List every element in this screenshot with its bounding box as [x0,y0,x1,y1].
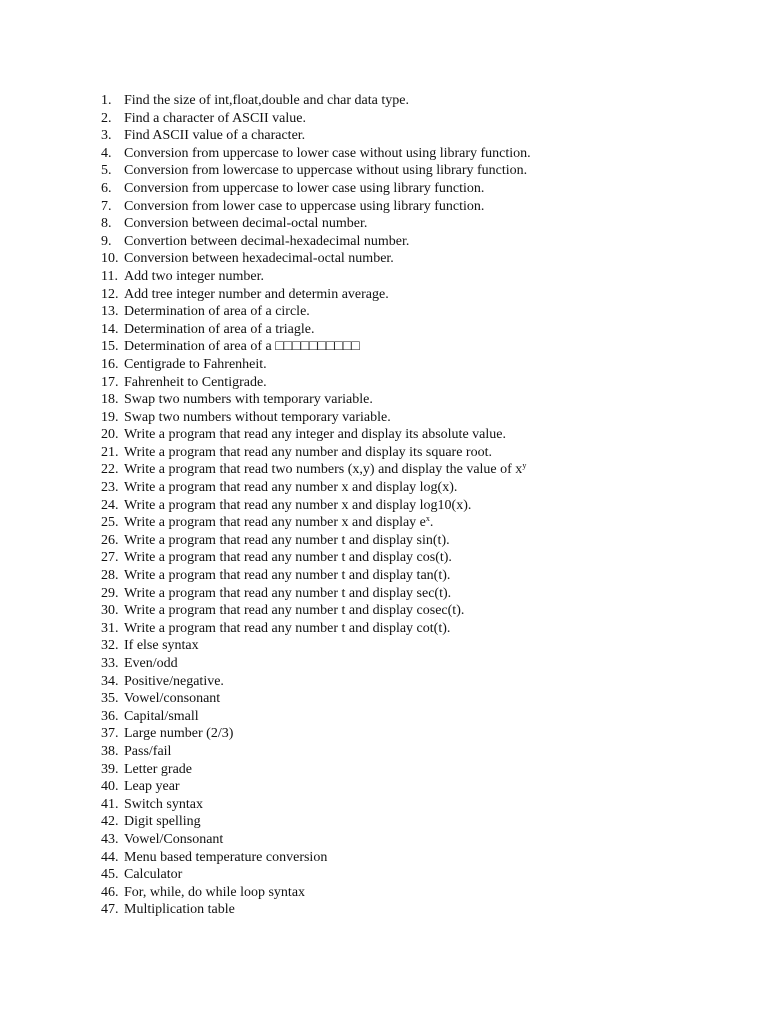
list-item [101,673,741,691]
list-item-text [124,162,527,180]
list-item [101,356,741,374]
list-item [101,409,741,427]
list-item-text [124,250,394,268]
list-item-number: 17. [101,374,119,390]
list-item [101,708,741,726]
list-item-text-main: Write a program that read any number t and display cosec(t). [124,603,465,619]
list-item [101,127,741,145]
list-item-number: 15. [101,339,119,355]
list-item-text [124,901,235,919]
list-item-text-main: Find ASCII value of a character. [124,128,306,144]
list-item [101,374,741,392]
list-item-text [124,884,305,902]
list-item [101,162,741,180]
list-item [101,233,741,251]
list-item-text [124,356,267,374]
list-item [101,321,741,339]
list-item-text [124,92,409,110]
list-item-text [124,532,450,550]
list-item-number: 26. [101,532,119,548]
list-item-number: 27. [101,550,119,566]
list-item-text [124,813,201,831]
list-item-number: 24. [101,497,119,513]
list-item-number: 22. [101,462,119,478]
list-item-text-main: Conversion between decimal-octal number. [124,216,368,232]
list-item-text [124,849,327,867]
list-item-number: 33. [101,656,119,671]
list-item-text [124,831,223,849]
list-item [101,514,741,532]
list-item-number: 43. [101,831,119,847]
list-item [101,866,741,884]
list-item [101,145,741,163]
list-item-text [124,585,451,603]
list-item-text [124,602,464,620]
list-item-number: 41. [101,796,119,812]
list-item-text [124,796,203,814]
list-item-text [124,303,310,321]
list-item-text-main: Digit spelling [124,814,201,830]
list-item [101,532,741,550]
list-item-text [124,761,192,779]
list-item [101,743,741,761]
list-item-text-main: Letter grade [124,761,193,777]
exercise-list [101,92,741,919]
list-item-number: 44. [101,849,119,865]
list-item-text [124,708,199,726]
list-item-text [124,110,306,128]
list-item [101,426,741,444]
list-item-text-main: Large number (2/3) [124,726,234,742]
list-item [101,831,741,849]
list-item [101,479,741,497]
list-item-text-main: Conversion between hexadecimal-octal number. [124,251,394,267]
list-item [101,198,741,216]
list-item-text [124,690,220,708]
list-item-number: 25. [101,515,119,531]
list-item-number: 34. [101,673,119,689]
list-item [101,602,741,620]
list-item-text-main: Capital/small [124,708,199,724]
list-item-number: 9. [101,233,112,249]
list-item-text-main: Switch syntax [124,796,203,812]
list-item-text-main: Add two integer number. [124,268,264,284]
list-item-text-main: Write a program that read any number t and display tan(t). [124,568,451,584]
list-item-number: 7. [101,198,112,214]
list-item-text [124,180,484,198]
list-item-number: 36. [101,708,119,724]
list-item-number: 5. [101,163,112,179]
list-item-text [124,321,314,339]
list-item-text-main: Vowel/consonant [124,691,221,707]
list-item-number: 47. [101,902,119,918]
list-item [101,585,741,603]
list-item-number: 18. [101,392,119,408]
list-item-text-main: Write a program that read two numbers (x,y) and display the value of x [124,462,523,478]
list-item-text-main: Write a program that read any number x and display log10(x). [124,497,472,513]
list-item-number: 20. [101,427,119,443]
list-item-text-main: Add tree integer number and determin average. [124,286,389,302]
list-item-number: 13. [101,304,119,320]
list-item-number: 10. [101,251,119,267]
list-item [101,180,741,198]
list-item [101,637,741,655]
list-item [101,303,741,321]
list-item-text-main: Conversion from lowercase to uppercase without using library function. [124,163,528,179]
list-item [101,549,741,567]
list-item [101,567,741,585]
list-item-text-main: Write a program that read any integer and display its absolute value. [124,427,506,443]
list-item [101,761,741,779]
list-item-text [124,391,373,409]
list-item-text-main: Find the size of int,float,double and char data type. [124,93,409,108]
list-item-text-main: Write a program that read any number x and display log(x). [124,480,458,496]
list-item-text [124,198,484,216]
list-item [101,338,741,356]
list-item-text [124,549,452,567]
list-item-text-main: Write a program that read any number and display its square root. [124,444,492,460]
list-item-text [124,444,492,462]
list-item [101,725,741,743]
list-item [101,884,741,902]
list-item-superscript: y [522,461,527,471]
list-item-text [124,479,457,497]
list-item [101,778,741,796]
list-item [101,391,741,409]
list-item-number: 11. [101,268,118,284]
list-item-number: 19. [101,409,119,425]
list-item-number: 12. [101,286,119,302]
list-item-number: 28. [101,568,119,584]
list-item [101,250,741,268]
list-item-text-main: Swap two numbers with temporary variable. [124,392,373,408]
list-item-text-main: Menu based temperature conversion [124,849,328,865]
list-item-number: 4. [101,145,112,161]
list-item-number: 30. [101,603,119,619]
list-item-text-main: For, while, do while loop syntax [124,884,306,900]
list-item-text-main: Conversion from lower case to uppercase using library function. [124,198,485,214]
list-item-text [124,673,224,691]
list-item-number: 23. [101,480,119,496]
list-item-text [124,514,433,532]
list-item-number: 31. [101,620,119,636]
list-item-number: 29. [101,585,119,601]
list-item-number: 45. [101,867,119,883]
list-item [101,849,741,867]
list-item [101,813,741,831]
list-item-text-main: Write a program that read any number t and display cot(t). [124,620,451,636]
list-item-number: 2. [101,110,112,126]
list-item-text [124,426,506,444]
list-item [101,110,741,128]
list-item-text [124,743,171,761]
list-item-number: 40. [101,779,119,795]
list-item-number: 1. [101,93,112,108]
list-item-text-main: Determination of area of a circle. [124,304,310,320]
list-item-text [124,461,526,479]
list-item [101,620,741,638]
list-item-number: 6. [101,180,112,196]
list-item-text-main: Convertion between decimal-hexadecimal number. [124,233,410,249]
list-item [101,690,741,708]
list-item-text [124,725,233,743]
list-item [101,268,741,286]
list-item-number: 21. [101,444,119,460]
list-item [101,215,741,233]
list-item-text [124,268,264,286]
list-item-text [124,778,180,796]
list-item-text [124,338,360,356]
list-item-text-main: Write a program that read any number x and display e [124,515,426,531]
list-item-text-main: If else syntax [124,638,199,654]
list-item-number: 8. [101,216,112,232]
list-item-text [124,637,199,655]
list-item-text-main: Find a character of ASCII value. [124,110,306,126]
list-item-number: 16. [101,356,119,372]
list-item [101,92,741,110]
list-item [101,286,741,304]
list-item-number: 14. [101,321,119,337]
list-item-text [124,215,367,233]
list-item-text-main: Leap year [124,779,180,795]
list-item [101,444,741,462]
list-item-text [124,145,531,163]
list-item-text-main: Calculator [124,867,183,883]
list-item-text [124,497,471,515]
list-item-text-main: Multiplication table [124,902,235,918]
list-item-number: 38. [101,743,119,759]
list-item [101,796,741,814]
list-item-text-main: Pass/fail [124,743,172,759]
list-item-text [124,409,391,427]
list-item [101,461,741,479]
list-item-text-main: Write a program that read any number t and display sin(t). [124,532,450,548]
list-item [101,901,741,919]
list-item-text [124,233,409,251]
list-item-number: 39. [101,761,119,777]
list-item-number: 3. [101,128,112,144]
list-item-superscript: x [425,514,430,524]
list-item-text [124,655,178,673]
list-item-text-main: Positive/negative. [124,673,224,689]
list-item-number: 46. [101,884,119,900]
list-item-text-main: Conversion from uppercase to lower case without using library function. [124,145,531,161]
list-item-number: 42. [101,814,119,830]
list-item-text-suffix: . [429,515,434,531]
list-item-text-main: Vowel/Consonant [124,831,224,847]
list-item-text-main: Swap two numbers without temporary variable. [124,409,391,425]
list-item-text-main: Determination of area of a triagle. [124,321,315,337]
list-item-text [124,286,389,304]
list-item-number: 37. [101,726,119,742]
list-item [101,497,741,515]
list-item-text-main: Write a program that read any number t and display cos(t). [124,550,452,566]
list-item-text-main: Fahrenheit to Centigrade. [124,374,267,390]
list-item-number: 35. [101,691,119,707]
list-item-text-main: Centigrade to Fahrenheit. [124,356,267,372]
list-item-text [124,866,182,884]
list-item-text [124,374,267,392]
list-item-text-main: Determination of area of a □□□□□□□□□□ [124,339,360,355]
list-item-number: 32. [101,638,119,654]
list-item-text [124,567,450,585]
list-item-text-main: Even/odd [124,656,178,671]
list-item-text [124,127,305,145]
list-item [101,655,741,673]
list-item-text [124,620,450,638]
list-item-text-main: Conversion from uppercase to lower case using library function. [124,180,485,196]
list-item-text-main: Write a program that read any number t and display sec(t). [124,585,452,601]
